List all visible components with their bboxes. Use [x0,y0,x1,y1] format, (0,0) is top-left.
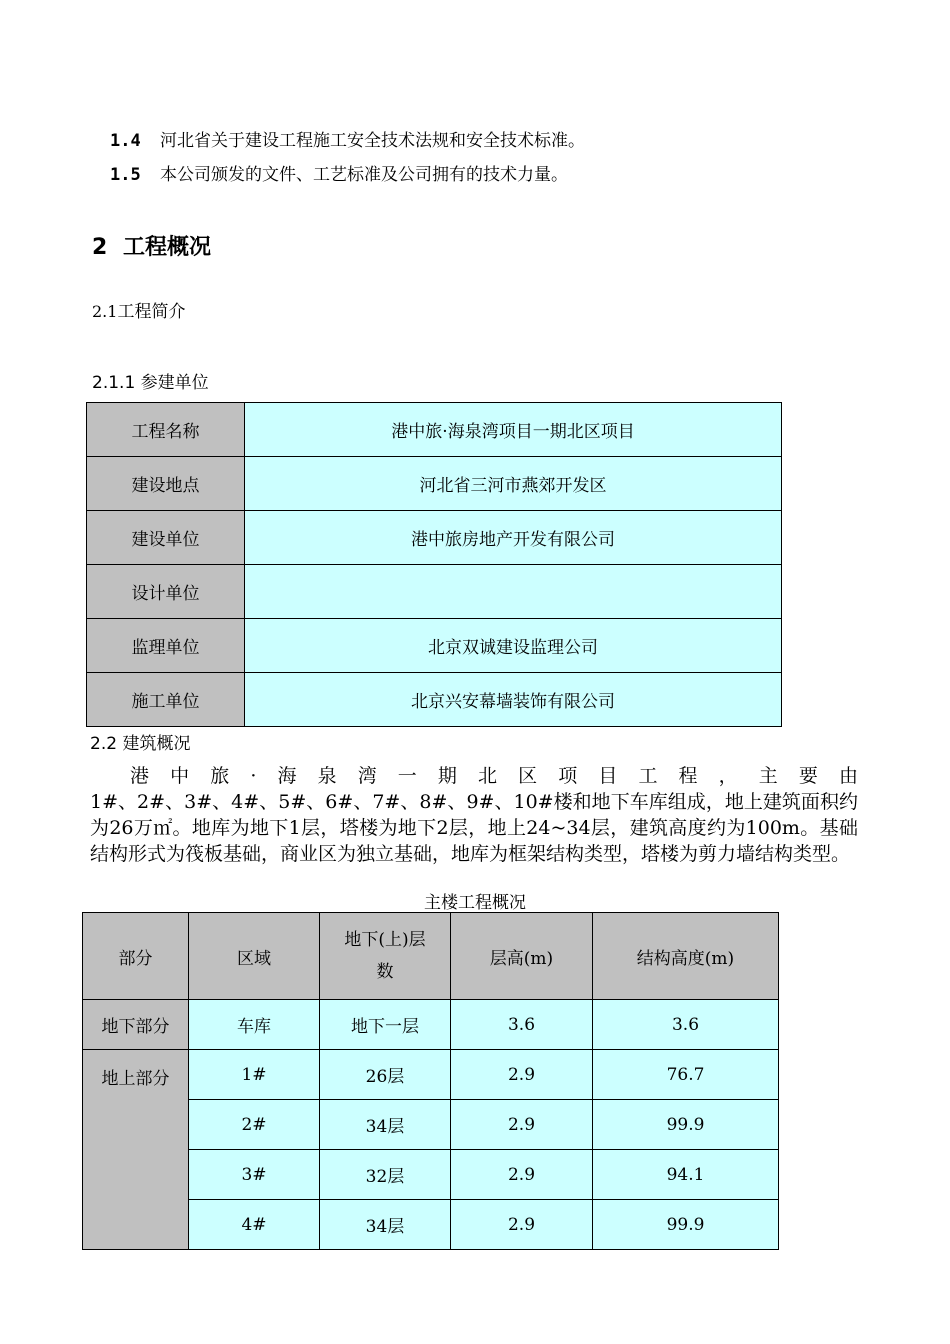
table-row [87,673,782,727]
table-row [83,1050,779,1100]
area-cell: 3# [189,1150,320,1200]
participant-label: 工程名称 [87,403,245,457]
basis-item [110,160,568,185]
header-cell: 地下(上)层数 [320,913,451,1000]
participant-value: 港中旅房地产开发有限公司 [245,511,782,565]
floors-cell: 26层 [320,1050,451,1100]
table-row [87,619,782,673]
area-cell: 车库 [189,1000,320,1050]
header-cell: 部分 [83,913,189,1000]
item-number: 1.5 [110,165,141,185]
part-cell: 地下部分 [83,1000,189,1050]
header-cell: 区域 [189,913,320,1000]
floors-cell: 34层 [320,1200,451,1250]
struct-cell: 3.6 [593,1000,779,1050]
overview-first-line: 港中旅·海泉湾一期北区项目工程，主要由 [130,765,858,787]
area-cell: 2# [189,1100,320,1150]
table-row [87,403,782,457]
section-title: 工程概况 [122,235,211,260]
participant-value: 北京兴安幕墙装饰有限公司 [245,673,782,727]
area-cell: 1# [189,1050,320,1100]
item-number: 1.4 [110,131,141,151]
struct-cell: 76.7 [593,1050,779,1100]
struct-cell: 99.9 [593,1200,779,1250]
participant-label: 设计单位 [87,565,245,619]
participant-value: 河北省三河市燕郊开发区 [245,457,782,511]
subsection-title: 工程简介 [117,302,186,322]
participant-label: 施工单位 [87,673,245,727]
subsubsection-heading: 2.2 建筑概况 [90,734,191,754]
subsection-heading [92,297,185,322]
height-cell: 2.9 [451,1050,593,1100]
table-row [83,1000,779,1050]
header-cell: 结构高度(m) [593,913,779,1000]
subsection-number: 2.1 [92,302,118,321]
table-row [87,565,782,619]
overview-paragraph [90,763,858,867]
table-caption: 主楼工程概况 [424,893,526,913]
table-header-row [83,913,779,1000]
section-heading [92,230,211,261]
table-row [87,511,782,565]
part-cell: 地上部分 [83,1050,189,1250]
height-cell: 3.6 [451,1000,593,1050]
participant-label: 建设地点 [87,457,245,511]
area-cell: 4# [189,1200,320,1250]
floors-cell: 地下一层 [320,1000,451,1050]
struct-cell: 99.9 [593,1100,779,1150]
floors-cell: 32层 [320,1150,451,1200]
section-number: 2 [92,235,108,260]
participant-value [245,565,782,619]
basis-item [110,126,585,151]
item-text: 本公司颁发的文件、工艺标准及公司拥有的技术力量。 [160,165,568,185]
subsubsection-heading: 2.1.1 参建单位 [92,373,209,393]
item-text: 河北省关于建设工程施工安全技术法规和安全技术标准。 [160,131,585,151]
height-cell: 2.9 [451,1100,593,1150]
participant-value: 北京双诚建设监理公司 [245,619,782,673]
height-cell: 2.9 [451,1150,593,1200]
struct-cell: 94.1 [593,1150,779,1200]
participant-label: 监理单位 [87,619,245,673]
participants-table [86,402,782,727]
table-row [87,457,782,511]
participant-value: 港中旅·海泉湾项目一期北区项目 [245,403,782,457]
participant-label: 建设单位 [87,511,245,565]
floors-cell: 34层 [320,1100,451,1150]
overview-body: 1#、2#、3#、4#、5#、6#、7#、8#、9#、10#楼和地下车库组成，地上建筑面积约为26万㎡。地库为地下1层，塔楼为地下2层，地上24~34层，建筑高度约为100m。基础结构形式为筏板基础，商业区为独立基础，地库为框架结构类型，塔楼为剪力墙结构类型。 [90,791,858,865]
main-building-table [82,912,779,1250]
height-cell: 2.9 [451,1200,593,1250]
header-cell: 层高(m) [451,913,593,1000]
